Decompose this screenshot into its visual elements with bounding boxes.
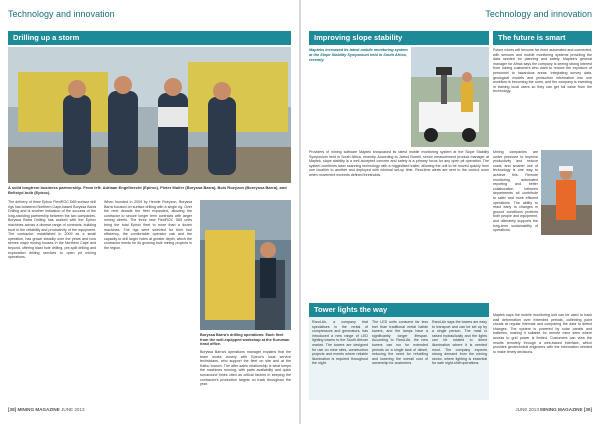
article-lede: Mapteks increased its latest mobile monitoring system at the Slope Stability Symposium held in South Africa, recently. (309, 48, 408, 62)
page-number: [39] (583, 407, 592, 412)
group-photo-illustration (8, 47, 291, 183)
left-footer (8, 404, 128, 416)
operator-photo-illustration (541, 150, 592, 235)
issue-date: JUNE 2013 (61, 407, 85, 412)
sub-article-banner: Tower lights the way (309, 303, 489, 317)
worker-photo-caption: Boryssa Barra's drilling operations: Each fleet from the well-equipped workshop at the Kuruman head office. (200, 333, 290, 347)
article-banner: Improving slope stability (309, 31, 489, 45)
issue-date: JUNE 2013 (515, 407, 539, 412)
photo-caption: A solid longtrem business partnership. From left: Adriaan Engelbrecht (Epiroc), Pieter Muller (Boryssa Barra), Bois Roeyzon (Boreyssa Barra), and Bellstyd bulb (Epiroc). (8, 185, 287, 195)
sidebar-column: Future mines will become far more automated and connected, with sensors and mobile monitoring systems providing the data needed for planning and safety. Maptek's general manager for Africa says the company is seeing strong interest from mining customers who want to reduce the exposure of personnel to hazardous areas. Integrating survey data, geological models and production information into one workflow is becoming the norm, and the company is investing in training local users so they can get full value from the technology. (493, 48, 592, 94)
publication-name: MINING MAGAZINE (540, 407, 583, 412)
article-column-3: Boryssa Barra's operations manager explains that the team works closely with Epiroc's local service technicians, who support the fleet on site and at the Kathu branch. The after-sales relationship is what keeps the machines running, with parts availability and quick turnaround times cited as critical factors in keeping the contractor's production targets on track throughout the year. (200, 350, 291, 387)
article-banner: Drilling up a storm (8, 31, 291, 45)
scanner-photo-illustration (411, 47, 489, 147)
article-column-2: When founded in 2009 by Hennie Roeyzon, Boryssa Barra focused on surface drilling with a single rig. Over the next decade the fleet expanded, allowing the contractor to secure longer term contracts with larger mining clients. The three new FlexiROC D65 units bring the total Epiroc fleet to more than a dozen machines. The rigs were selected for their fuel efficiency, the comfortable operator cab and the capacity to drill larger holes at greater depth, which the contractor needs for its growing bulk mining projects in the region. (104, 200, 192, 250)
sub-article-column-2: The LED units consume far less fuel than traditional metal halide towers, and the lamps have a significantly longer lifespan. According to Rand-Air, the new towers can run for extended periods on a single tank of diesel, reducing the need for refuelling and lowering the overall cost of ownership for customers. (372, 320, 428, 366)
sidebar-column-b: Mining companies are under pressure to improve productivity and reduce costs, and smarter use of technology is one way to achieve this. Remote monitoring, automated reporting and better collaboration between departments all contribute to safer and more efficient operations. The ability to react early to changes in ground conditions protects both people and equipment, and ultimately supports the long-term sustainability of operations. (493, 150, 538, 233)
sidebar-banner: The future is smart (493, 31, 592, 45)
right-footer (452, 404, 592, 416)
scanner-photo (411, 47, 489, 147)
section-title: Technology and innovation (485, 9, 592, 19)
sub-article-column-1: Rand-Air, a company that specialises in the rental of compressors and generators, has introduced a new range of LED lighting towers to the South African market. The towers are designed for use on mine sites, construction projects and events where reliable illumination is required throughout the night. (312, 320, 368, 366)
operator-photo (541, 150, 592, 235)
article-column-1: Providers of mining software Maptek showcased its latest mobile monitoring system at the Slope Stability Symposium held in South Africa, recently. According to Jarrod Burrell, senior measurement product manager at Maptek, slope stability is a well accepted concern and safety is a primary focus for any open pit operation. The system combines laser scanning technology with a ruggedised trailer, allowing the unit to be moved quickly from one location to another and deployed with minimal set-up time. Real-time alerts are sent to the control room when movement exceeds defined thresholds. (309, 150, 489, 177)
publication-name: MINING MAGAZINE (17, 407, 60, 412)
left-page (0, 0, 299, 424)
article-column-1: The delivery of three Epiroc FlexiROC D65 surface drill rigs has bolstered Northern Cape-based Boryssa Barra Drilling and is another indication of the success of the long-standing partnership between the two companies. Boryssa Barra Drilling has worked with the Epiroc machines across a diverse range of contracts, building trust in the reliability and productivity of the equipment. The contractor, established in 2009 as a small operation, has grown steadily over the years and now serves major mining houses in the Northern Cape and beyond, offering blast hole drilling, pre-split drilling and exploration drilling services to open pit mining operations. (8, 200, 96, 260)
worker-photo-illustration (200, 200, 291, 330)
section-title: Technology and innovation (8, 9, 115, 19)
right-page (301, 0, 600, 424)
sidebar-column-c: Maptek says the mobile monitoring unit can be used to track wall deformation over extended periods, collecting point clouds at regular intervals and comparing the data to detect changes. The system is powered by solar panels and batteries, making it suitable for remote mine sites where access to grid power is limited. Customers can view the results remotely through a web-based interface, which provides geotechnical engineers with the information needed to make timely decisions. (493, 313, 592, 354)
page-number: [38] (8, 407, 17, 412)
worker-photo (200, 200, 291, 330)
sub-article-column-3: Rand-Air says the towers are easy to transport and can be set up by a single person. The mast is raised hydraulically and the lights can be rotated to direct illumination where it is needed most. The company expects strong demand from the mining sector, where lighting is essential for safe night-shift operations. (432, 320, 487, 366)
group-photo (8, 47, 291, 183)
